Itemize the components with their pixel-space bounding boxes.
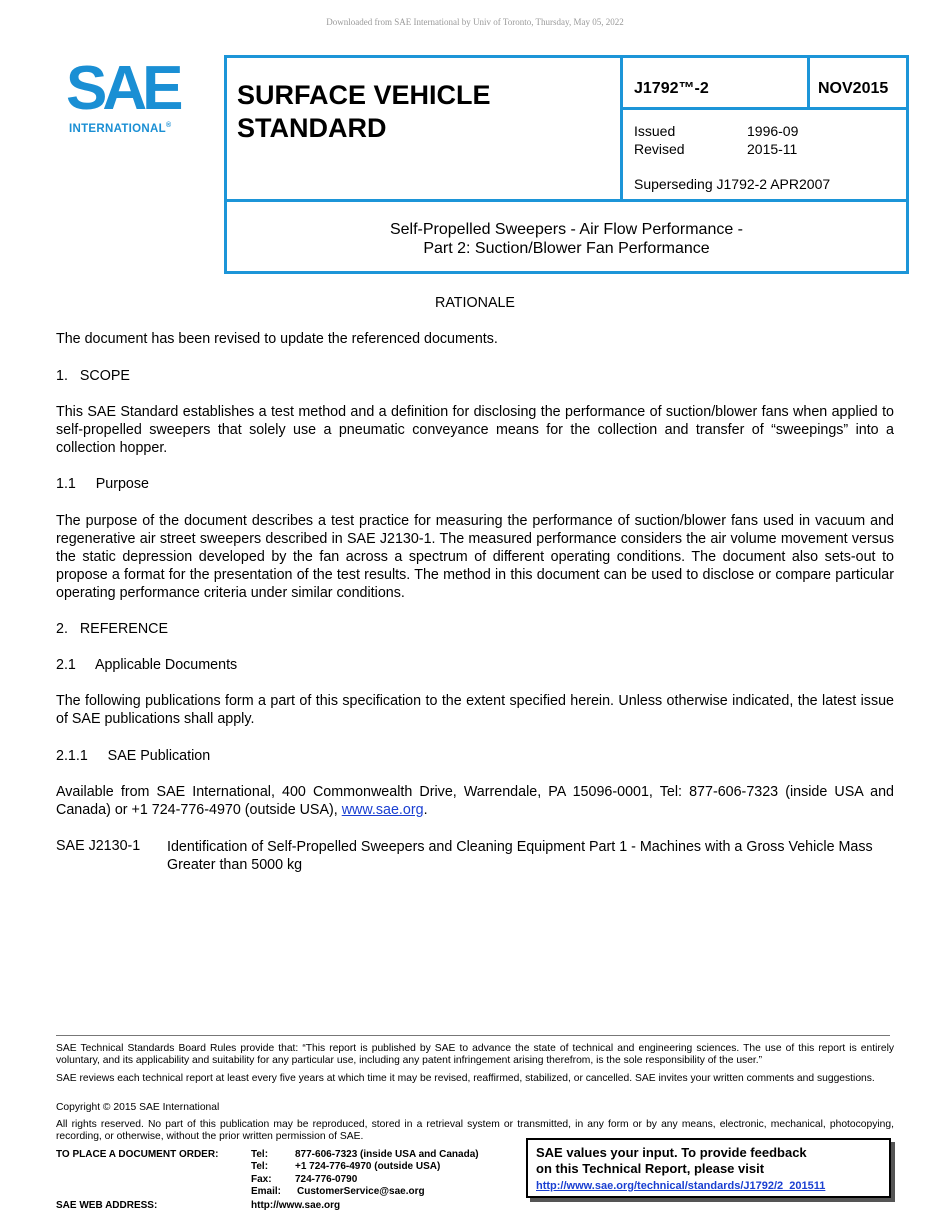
title-line-1: SURFACE VEHICLE [237, 80, 491, 110]
web-label: SAE WEB ADDRESS: [56, 1200, 158, 1211]
rationale-heading: RATIONALE [435, 295, 515, 311]
doc-number-cell [620, 55, 810, 110]
title-line-2: STANDARD [237, 113, 387, 143]
fax-value: 724-776-0790 [295, 1174, 358, 1185]
doc-number: J1792™-2 [634, 80, 709, 97]
available-paragraph [56, 783, 894, 819]
download-note: Downloaded from SAE International by Univ of Toronto, Thursday, May 05, 2022 [326, 17, 624, 27]
doc-date: NOV2015 [818, 80, 889, 97]
feedback-box [526, 1138, 891, 1198]
revision-cell [620, 107, 909, 202]
tel-label: Tel: [251, 1149, 269, 1160]
doc-type-cell [224, 55, 623, 202]
issued-label: Issued [634, 123, 676, 139]
rationale-text: The document has been revised to update the referenced documents. [56, 331, 498, 347]
purpose-heading: 1.1 Purpose [56, 476, 149, 492]
superseding: Superseding J1792-2 APR2007 [634, 176, 831, 192]
logo-subtitle [69, 122, 171, 135]
available-text: Available from SAE International, 400 Commonwealth Drive, Warrendale, PA 15096-0001, Tel: 877-606-7323 (inside USA and Canada) or +1 724-776-4970 (outside USA), [56, 784, 894, 818]
ref-description: Identification of Self-Propelled Sweepers and Cleaning Equipment Part 1 - Machines with a Gross Vehicle Mass Greater than 5000 kg [167, 839, 873, 873]
applicable-text: The following publications form a part of this specification to the extent specified herein. Unless otherwise indicated, the latest issue of SAE publications shall apply. [56, 693, 894, 727]
doc-subtitle [227, 220, 906, 258]
logo-sub-text: INTERNATIONAL [69, 122, 166, 135]
sae-logo [66, 54, 196, 138]
feedback-line-1: SAE values your input. To provide feedback [536, 1145, 807, 1160]
tel2-value: +1 724-776-4970 (outside USA) [295, 1161, 441, 1172]
tel2-label: Tel: [251, 1161, 269, 1172]
email-value[interactable]: CustomerService@sae.org [297, 1186, 425, 1197]
review-text: SAE reviews each technical report at least every five years at which time it may be revised, reaffirmed, stabilized, or cancelled. SAE invites your written comments and suggestions. [56, 1073, 875, 1084]
scope-text: This SAE Standard establishes a test method and a definition for disclosing the performance of suction/blower fans when applied to self-propelled sweepers that solely use a pneumatic conveyance means for the collection and transfer of “sweepings” into a collection hopper. [56, 404, 894, 456]
subtitle-line-1: Self-Propelled Sweepers - Air Flow Performance - [389, 221, 744, 238]
scope-heading: 1. SCOPE [56, 368, 130, 384]
purpose-text: The purpose of the document describes a test practice for measuring the performance of suction/blower fans used in vacuum and regenerative air street sweepers described in SAE J2130-1. The measured performance considers the air volume movement versus the static depression developed by the fan across a spectrum of different operating conditions. The document also sets-out to propose a format for the presentation of the test results. The method in this document can be used to disclose or compare particular operating performance criteria under similar conditions. [56, 513, 894, 601]
feedback-link[interactable]: http://www.sae.org/technical/standards/J1792/2_201511 [536, 1180, 826, 1192]
applicable-heading: 2.1 Applicable Documents [56, 657, 238, 673]
tel-value: 877-606-7323 (inside USA and Canada) [295, 1149, 479, 1160]
sae-org-link[interactable]: www.sae.org [341, 802, 424, 818]
issued-value: 1996-09 [747, 123, 799, 139]
registered-mark: ® [165, 122, 172, 129]
sae-publication-heading: 2.1.1 SAE Publication [56, 748, 211, 764]
revised-value: 2015-11 [747, 141, 798, 157]
reference-heading: 2. REFERENCE [56, 621, 169, 637]
email-label: Email: [251, 1186, 282, 1197]
available-end: . [423, 802, 428, 818]
subtitle-line-2: Part 2: Suction/Blower Fan Performance [423, 240, 710, 257]
fax-label: Fax: [251, 1174, 272, 1185]
rights-text: All rights reserved. No part of this publication may be reproduced, stored in a retrieval system or transmitted, in any form or by any means, electronic, mechanical, photocopying, recording, or otherwise, without the prior written permission of SAE. [56, 1119, 894, 1142]
subtitle-cell [224, 199, 909, 274]
rules-text: SAE Technical Standards Board Rules provide that: “This report is published by SAE to advance the state of technical and engineering sciences. The use of this report is entirely voluntary, and its applicability and suitability for any particular use, including any patent infringement arising therefrom, is the sole responsibility of the user.” [56, 1043, 894, 1066]
revised-label: Revised [634, 141, 685, 157]
logo-letters: SAE [66, 54, 179, 123]
footer-divider [56, 1035, 890, 1036]
order-label: TO PLACE A DOCUMENT ORDER: [56, 1149, 219, 1160]
doc-date-cell [807, 55, 909, 110]
web-value[interactable]: http://www.sae.org [251, 1200, 341, 1211]
ref-code: SAE J2130-1 [56, 838, 141, 854]
feedback-line-2: on this Technical Report, please visit [536, 1161, 765, 1176]
doc-type-title [237, 79, 491, 145]
copyright: Copyright © 2015 SAE International [56, 1102, 220, 1113]
